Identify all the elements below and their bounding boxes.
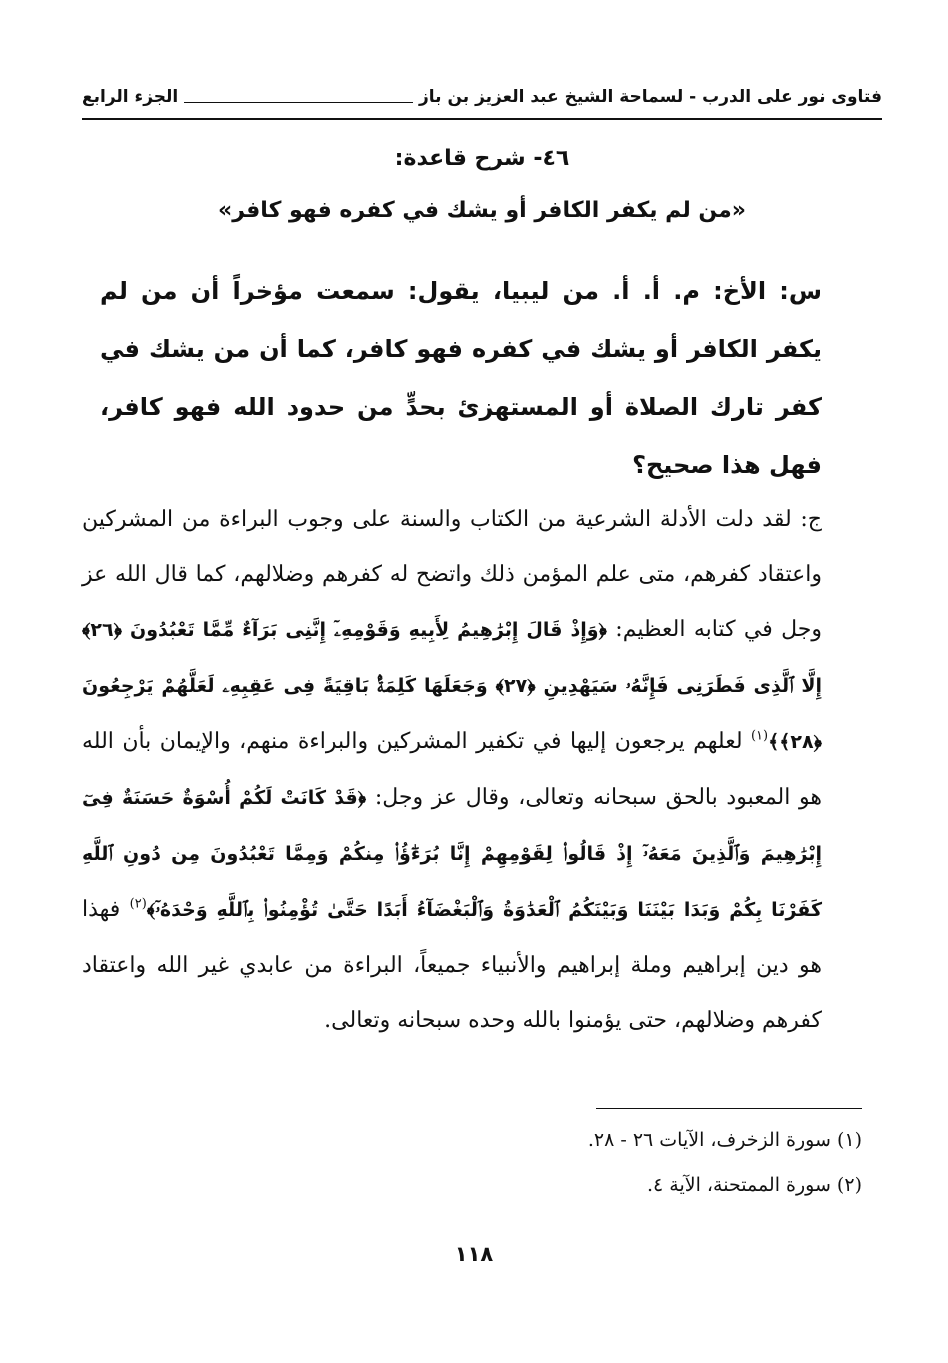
footnote-ref-1: (١) bbox=[750, 728, 769, 744]
book-title: فتاوى نور على الدرب - لسماحة الشيخ عبد العزيز بن باز bbox=[419, 87, 882, 107]
header-divider bbox=[82, 118, 882, 120]
footnotes bbox=[420, 1118, 862, 1208]
footnote-1: (١) سورة الزخرف، الآيات ٢٦ - ٢٨. bbox=[587, 1129, 862, 1151]
footnote-2: (٢) سورة الممتحنة، الآية ٤. bbox=[646, 1174, 862, 1196]
quran-verse-2: ﴿قَدْ كَانَتْ لَكُمْ أُسْوَةٌ حَسَنَةٌ فِىٓ إِبْرَٰهِيمَ وَٱلَّذِينَ مَعَهُۥٓ إِذْ قَالُوا۟ لِقَوْمِهِمْ إِنَّا بُرَءَٰٓؤُا۟ مِنكُمْ وَمِمَّا تَعْبُدُونَ مِن دُونِ ٱللَّهِ كَفَرْنَا بِكُمْ وَبَدَا بَيْنَنَا وَبَيْنَكُمُ ٱلْعَدَٰوَةُ وَٱلْبَغْضَآءُ أَبَدًا حَتَّىٰ تُؤْمِنُوا۟ بِٱللَّهِ وَحْدَهُۥٓ﴾ bbox=[82, 787, 822, 921]
answer-paragraph bbox=[82, 492, 822, 1048]
page-number: ١١٨ bbox=[454, 1242, 494, 1266]
question-paragraph: س: الأخ: م. أ. أ. من ليبيا، يقول: سمعت مؤخراً أن من لم يكفر الكافر أو يشك في كفره فهو كافر، كما أن من يشك في كفر تارك الصلاة أو المستهزئ بحدٍّ من حدود الله فهو كافر، فهل هذا صحيح؟ bbox=[100, 277, 822, 479]
section-rule-text: «من لم يكفر الكافر أو يشك في كفره فهو كافر» bbox=[218, 198, 746, 223]
footnote-divider bbox=[596, 1108, 862, 1109]
section-title: ٤٦- شرح قاعدة: bbox=[394, 146, 570, 171]
answer-text-part2: لعلهم يرجعون إليها في تكفير المشركين والبراءة منهم، والإيمان بأن الله هو المعبود بالحق سبحانه وتعالى، وقال عز وجل: bbox=[82, 729, 823, 810]
quran-verse-1: ﴿وَإِذْ قَالَ إِبْرَٰهِيمُ لِأَبِيهِ وَقَوْمِهِۦٓ إِنَّنِى بَرَآءٌ مِّمَّا تَعْبُدُونَ ﴿٢٦﴾ إِلَّا ٱلَّذِى فَطَرَنِى فَإِنَّهُۥ سَيَهْدِينِ ﴿٢٧﴾ وَجَعَلَهَا كَلِمَةًۢ بَاقِيَةً فِى عَقِبِهِۦ لَعَلَّهُمْ يَرْجِعُونَ ﴿٢٨﴾﴾ bbox=[82, 619, 822, 753]
volume-label: الجزء الرابع bbox=[82, 87, 179, 107]
footnote-ref-2: (٢) bbox=[129, 896, 147, 912]
answer-text-part1: ج: لقد دلت الأدلة الشرعية من الكتاب والسنة على وجوب البراءة من المشركين واعتقاد كفرهم، متى علم المؤمن ذلك واتضح له كفرهم وضلالهم، كما قال الله عز وجل في كتابه العظيم: bbox=[82, 507, 822, 642]
answer-text-part3: فهذا هو دين إبراهيم وملة إبراهيم والأنبياء جميعاً، البراءة من عابدي غير الله واعتقاد كفرهم وضلالهم، حتى يؤمنوا بالله وحده سبحانه وتعالى. bbox=[82, 897, 822, 1033]
header-dash-rule bbox=[184, 92, 413, 103]
running-header bbox=[82, 82, 882, 112]
